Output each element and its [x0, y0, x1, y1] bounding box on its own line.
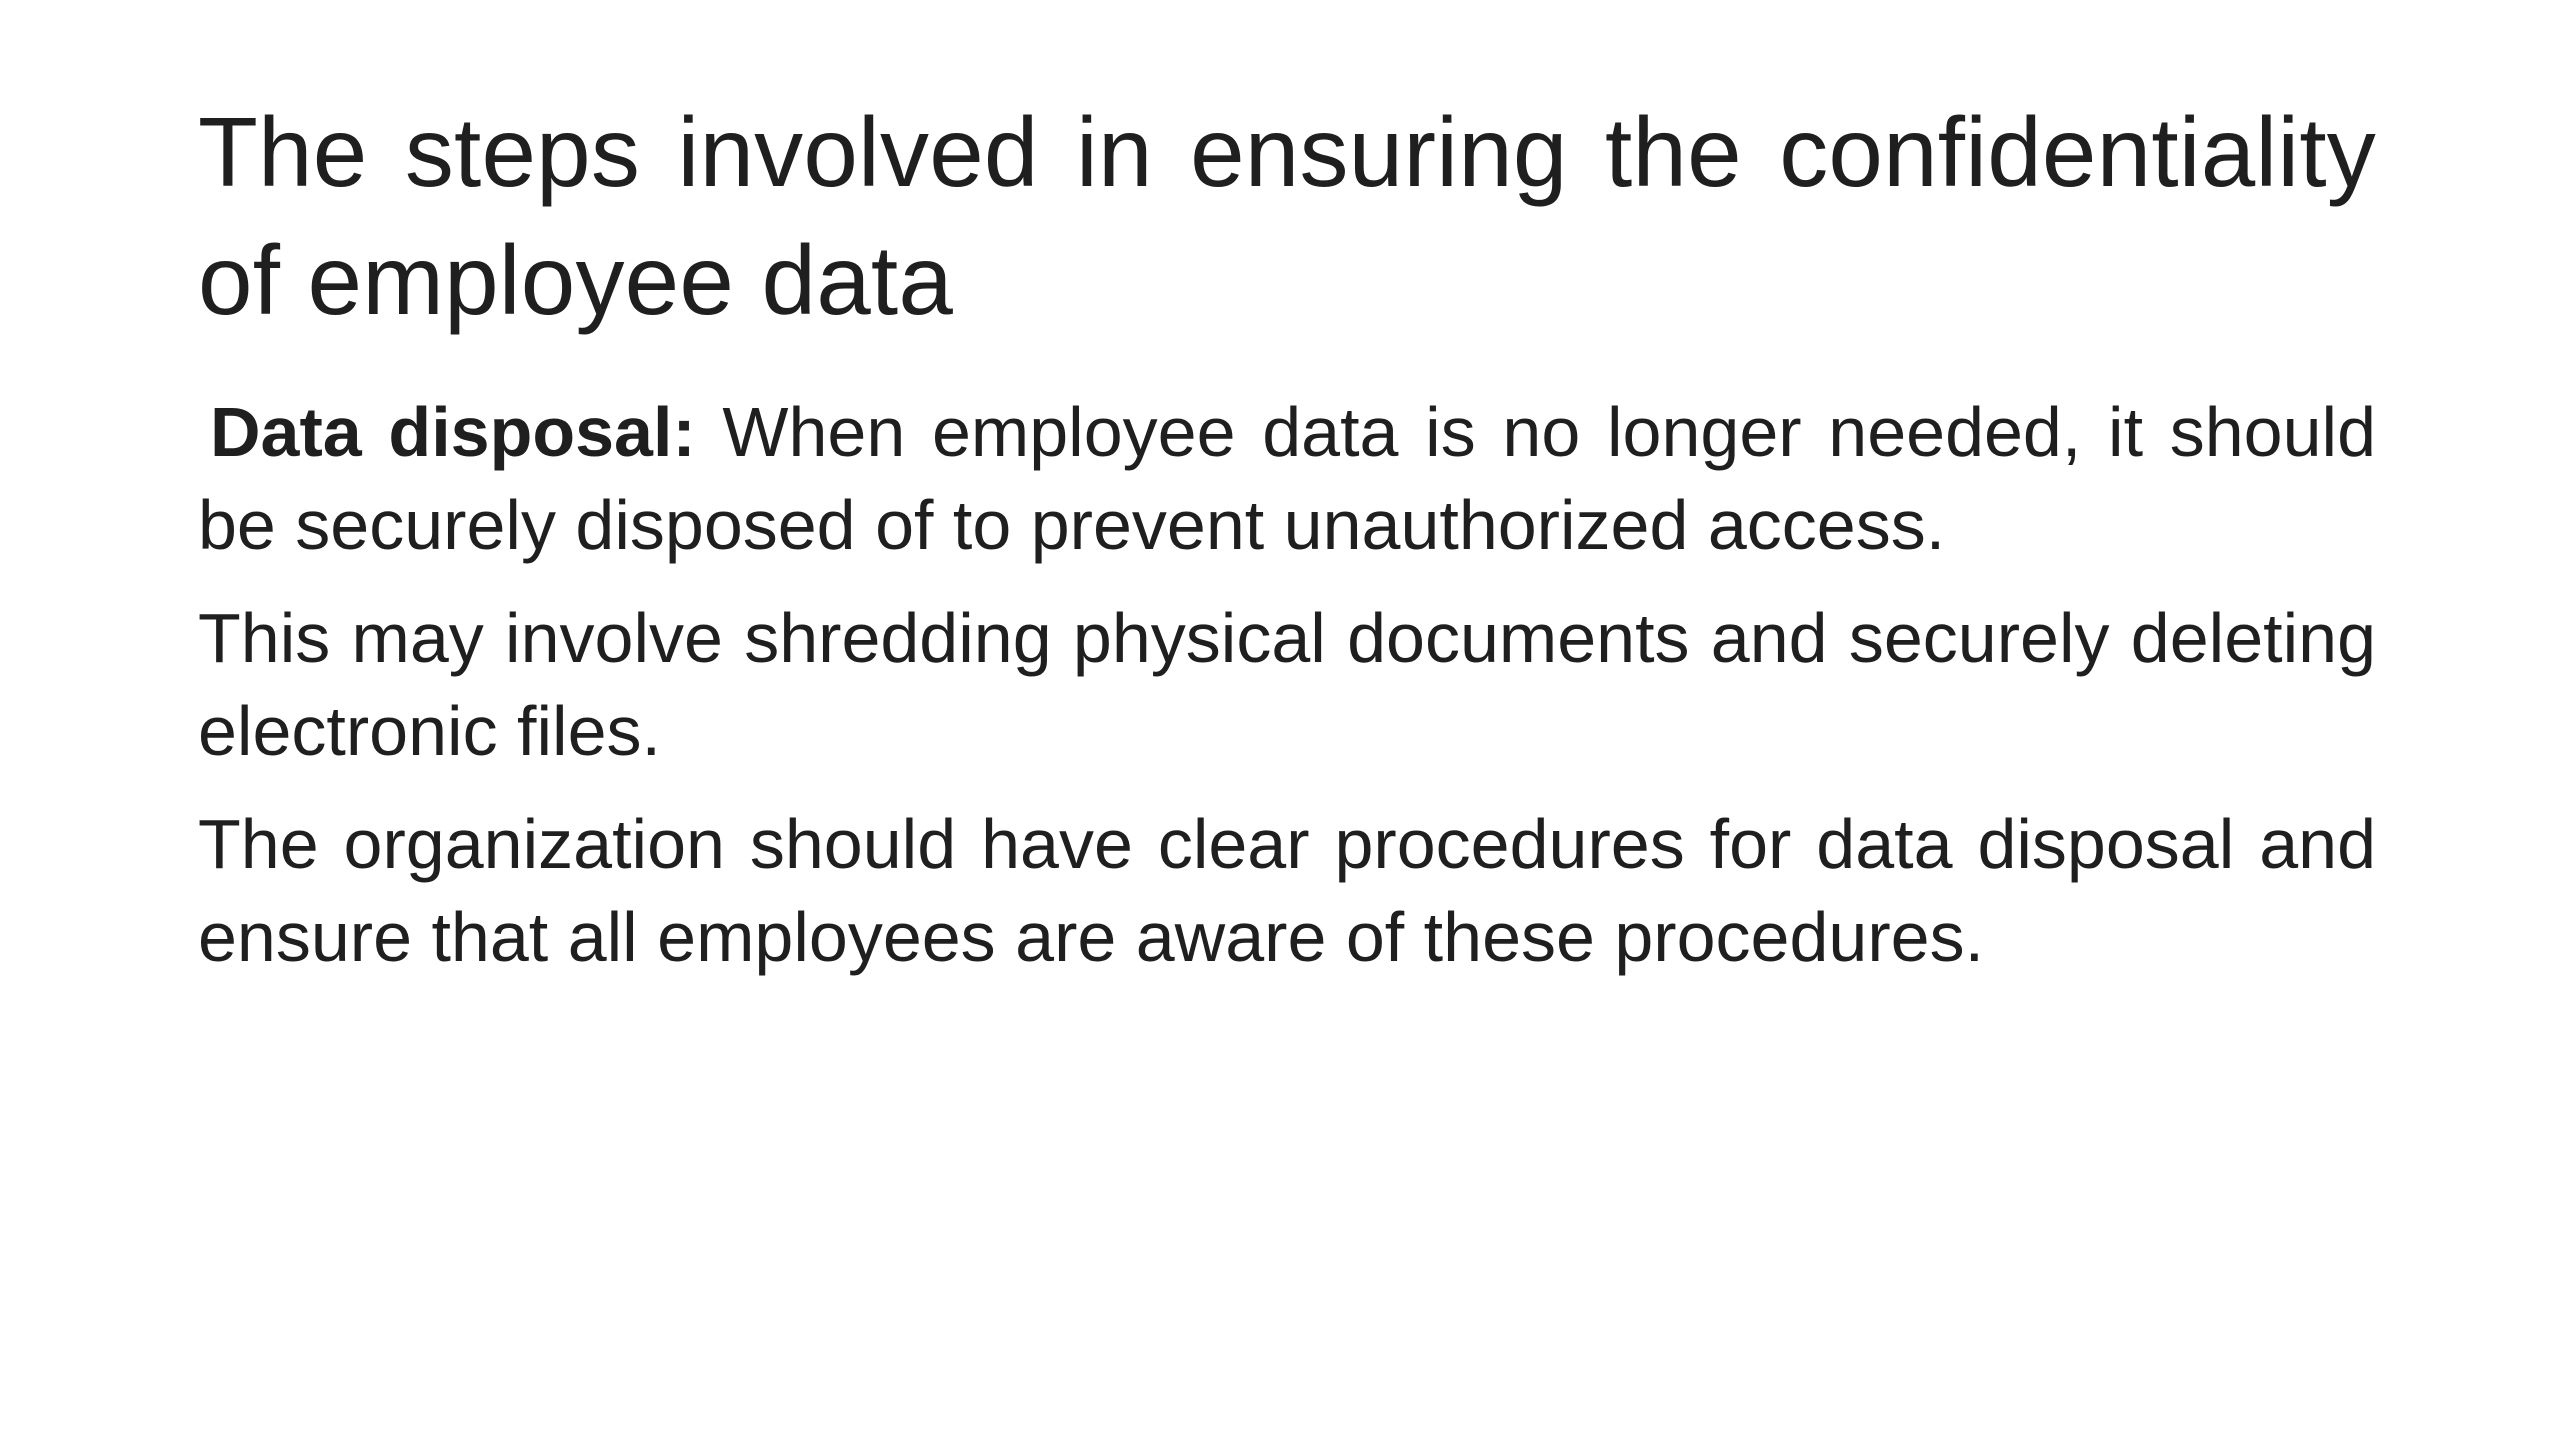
- paragraph-text: The organization should have clear procedures for data disposal and ensure that all employees are aware of these procedures.: [198, 805, 2376, 976]
- slide-title: The steps involved in ensuring the confidentiality of employee data: [198, 97, 2376, 335]
- slide-body: [198, 386, 2376, 984]
- paragraph-lead-label: Data disposal:: [210, 393, 696, 471]
- paragraph-shredding: [198, 592, 2376, 778]
- paragraph-data-disposal: [198, 386, 2376, 572]
- slide-content: [198, 88, 2376, 1004]
- paragraph-text: When employee data is no longer needed, it should be securely disposed of to prevent unauthorized access.: [198, 393, 2376, 564]
- paragraph-text: This may involve shredding physical documents and securely deleting electronic files.: [198, 599, 2376, 770]
- paragraph-procedures: [198, 798, 2376, 984]
